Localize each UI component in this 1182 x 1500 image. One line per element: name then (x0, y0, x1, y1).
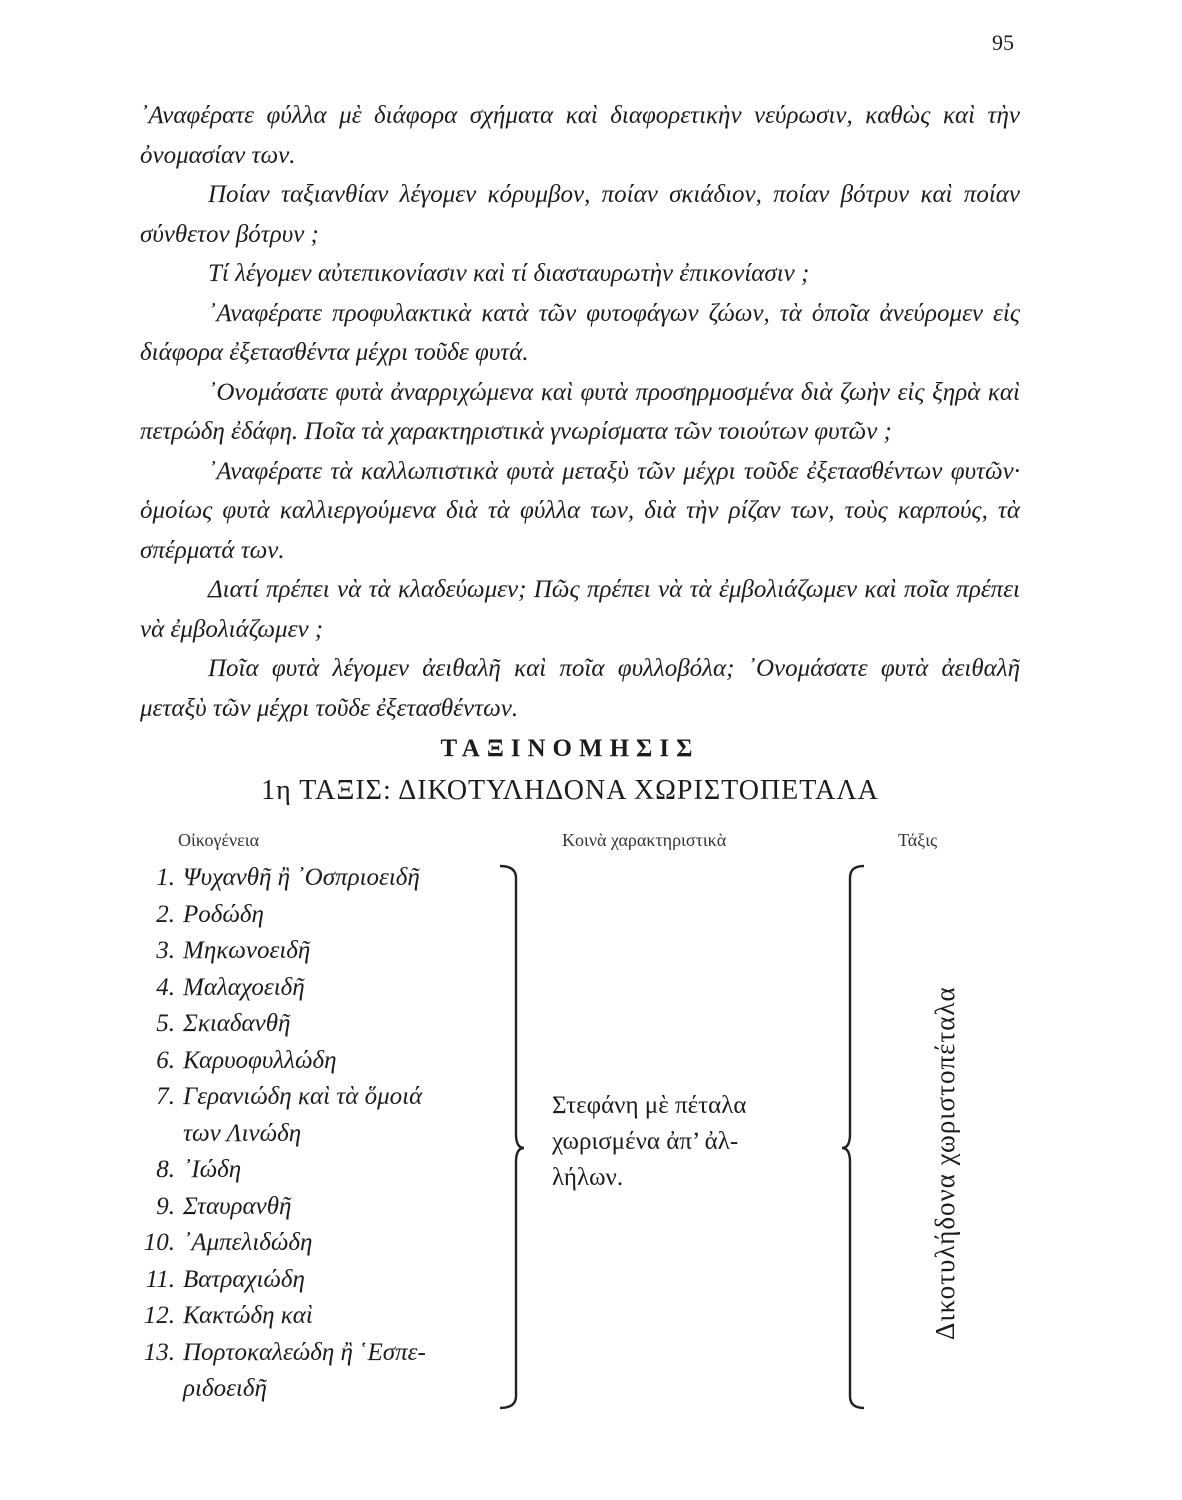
question-6: ᾿Αναφέρατε τὰ καλλωπιστικὰ φυτὰ μεταξὺ τῶν μέχρι τοῦδε ἐξετασθέντων φυτῶν· ὁμοίως φυτὰ καλλιεργούμενα διὰ τὰ φύλλα των, διὰ τὴν ρίζαν των, τοὺς καρπούς, τὰ σπέρματά των. (140, 457, 1020, 564)
family-item: 11. Βατραχιώδη (145, 1265, 305, 1293)
family-item: 6. Καρυοφυλλώδη (156, 1046, 337, 1074)
common-characteristics (552, 1088, 842, 1196)
class-heading: 1η ΤΑΞΙΣ: ΔΙΚΟΤΥΛΗΔΟΝΑ ΧΩΡΙΣΤΟΠΕΤΑΛΑ (261, 775, 879, 806)
question-8: Ποῖα φυτὰ λέγομεν ἀειθαλῆ καὶ ποῖα φυλλοβόλα; ᾿Ονομάσατε φυτὰ ἀειθαλῆ μεταξὺ τῶν μέχρι τοῦδε ἐξετασθέντων. (140, 655, 1020, 722)
question-2: Ποίαν ταξιανθίαν λέγομεν κόρυμβον, ποίαν σκιάδιον, ποίαν βότρυν καὶ ποίαν σύνθετον βότρυν ; (140, 181, 1020, 248)
family-item: 9. Σταυρανθῆ (156, 1192, 292, 1220)
family-item: 13. Πορτοκαλεώδη ἢ ῾Εσπε- (143, 1338, 426, 1366)
family-item: 12. Κακτώδη καὶ (143, 1302, 313, 1329)
question-4: ᾿Αναφέρατε προφυλακτικὰ κατὰ τῶν φυτοφάγων ζώων, τὰ ὁποῖα ἀνεύρομεν εἰς διάφορα ἐξετασθέντα μέχρι τοῦδε φυτά. (140, 299, 1020, 366)
family-item: 10. ᾿Αμπελιδώδη (143, 1229, 313, 1256)
family-item: 8. ᾿Ιώδη (156, 1156, 242, 1183)
family-item-continuation: ριδοειδῆ (183, 1375, 267, 1402)
family-item: 1. Ψυχανθῆ ἢ ᾿Οσπριοειδῆ (156, 864, 420, 891)
common-line: λήλων. (552, 1164, 624, 1191)
common-line: χωρισμένα ἀπ’ ἀλ- (552, 1128, 739, 1155)
families-right-brace (496, 862, 526, 1412)
question-5: ᾿Ονομάσατε φυτὰ ἀναρριχώμενα καὶ φυτὰ προσηρμοσμένα διὰ ζωὴν εἰς ξηρὰ καὶ πετρώδη ἐδάφη. Ποῖα τὰ χαρακτηριστικὰ γνωρίσματα τῶν τοιούτων φυτῶν ; (140, 378, 1020, 445)
class-label-vertical: Δικοτυλήδονα χωριστοπέταλα (930, 986, 960, 1340)
family-column-header: Οἰκογένεια (178, 830, 259, 850)
class-left-brace (838, 862, 868, 1412)
question-1: ᾿Αναφέρατε φύλλα μὲ διάφορα σχήματα καὶ διαφορετικὴν νεύρωσιν, καθὼς καὶ τὴν ὀνομασίαν των. (140, 102, 1020, 169)
family-item-continuation: των Λινώδη (183, 1119, 302, 1147)
common-line: Στεφάνη μὲ πέταλα (552, 1092, 747, 1119)
family-item: 2. Ροδώδη (156, 900, 264, 928)
section-title: ΤΑΞΙΝΟΜΗΣΙΣ (440, 735, 700, 762)
family-list (135, 860, 426, 1408)
question-7: Διατί πρέπει νὰ τὰ κλαδεύωμεν; Πῶς πρέπει νὰ τὰ ἐμβολιάζωμεν καὶ ποῖα πρέπει νὰ ἐμβολιάζωμεν ; (140, 576, 1020, 643)
family-item: 5. Σκιαδανθῆ (156, 1010, 291, 1037)
common-column-header: Κοινὰ χαρακτηριστικὰ (562, 830, 727, 850)
family-item: 7. Γερανιώδη καὶ τὰ ὅμοιά (156, 1083, 423, 1110)
family-item: 4. Μαλαχοειδῆ (156, 973, 305, 1001)
review-questions (140, 96, 1020, 728)
page-number: 95 (992, 30, 1014, 55)
family-item: 3. Μηκωνοειδῆ (156, 937, 311, 964)
class-column-header: Τάξις (898, 830, 938, 850)
question-3: Τί λέγομεν αὐτεπικονίασιν καὶ τί διασταυρωτὴν ἐπικονίασιν ; (208, 260, 810, 287)
